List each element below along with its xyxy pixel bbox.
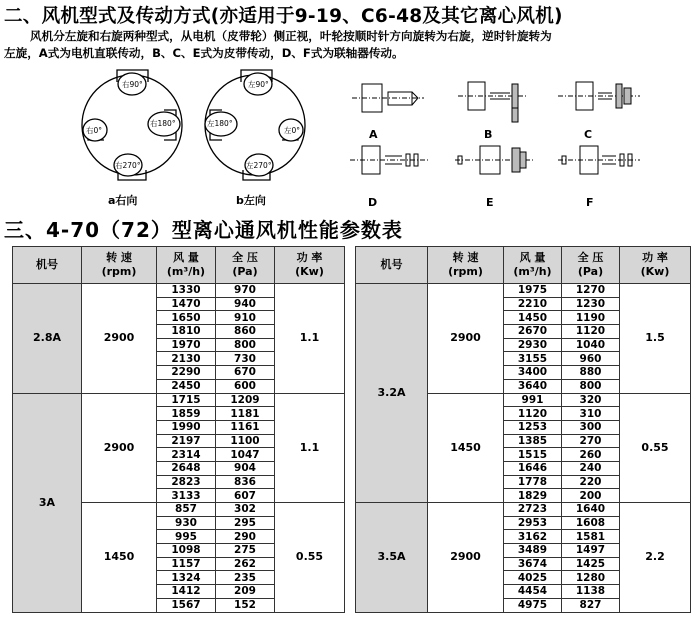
table-row [356,284,691,298]
cell-flow: 2670 [504,325,562,339]
cell-pressure: 1181 [216,407,275,421]
cell-flow: 1470 [157,297,216,311]
cell-pressure: 240 [562,461,620,475]
cell-model: 2.8A [13,284,82,394]
right-table-body [356,284,691,613]
cell-pressure: 1230 [562,297,620,311]
col-pressure: 全 压 (Pa) [562,247,620,284]
cell-speed: 2900 [82,284,157,394]
cell-flow: 995 [157,530,216,544]
cell-pressure: 860 [216,325,275,339]
col-speed: 转 速 (rpm) [82,247,157,284]
drive-label-a: A [369,128,378,141]
cell-flow: 991 [504,393,562,407]
cell-flow: 1567 [157,598,216,612]
col-pressure: 全 压 (Pa) [216,247,275,284]
cell-model: 3.5A [356,503,428,613]
cell-flow: 3400 [504,366,562,380]
cell-pressure: 310 [562,407,620,421]
cell-pressure: 670 [216,366,275,380]
cell-pressure: 320 [562,393,620,407]
cell-flow: 2314 [157,448,216,462]
cell-flow: 1715 [157,393,216,407]
cell-flow: 4975 [504,598,562,612]
drive-label-e: E [486,196,494,209]
cell-model: 3A [13,393,82,612]
cell-flow: 1098 [157,544,216,558]
cell-pressure: 302 [216,503,275,517]
cell-pressure: 904 [216,461,275,475]
cell-power: 2.2 [620,503,691,613]
cell-pressure: 960 [562,352,620,366]
drive-f-diagram [558,146,640,174]
cell-flow: 2930 [504,338,562,352]
cell-pressure: 260 [562,448,620,462]
intro-line-2: 左旋，A式为电机直联传动，B、C、E式为皮带传动，D、F式为联轴器传动。 [4,46,404,60]
cell-pressure: 1640 [562,503,620,517]
cell-pressure: 1280 [562,571,620,585]
right-rotation-caption: a右向 [108,194,138,207]
cell-pressure: 1608 [562,516,620,530]
drive-e-diagram [455,146,535,174]
cell-flow: 1120 [504,407,562,421]
drive-label-b: B [484,128,493,141]
cell-pressure: 275 [216,544,275,558]
cell-flow: 1990 [157,420,216,434]
left-90-label: 左90° [248,80,269,89]
cell-pressure: 1209 [216,393,275,407]
cell-flow: 1778 [504,475,562,489]
cell-pressure: 220 [562,475,620,489]
cell-flow: 2823 [157,475,216,489]
cell-flow: 1515 [504,448,562,462]
cell-pressure: 1161 [216,420,275,434]
cell-flow: 3674 [504,557,562,571]
cell-power: 0.55 [620,393,691,503]
drive-c-diagram [558,82,640,110]
cell-flow: 1859 [157,407,216,421]
cell-flow: 2130 [157,352,216,366]
cell-pressure: 607 [216,489,275,503]
col-speed: 转 速 (rpm) [428,247,504,284]
cell-pressure: 970 [216,284,275,298]
cell-pressure: 262 [216,557,275,571]
cell-power: 1.5 [620,284,691,394]
left-180-label: 左180° [207,119,233,128]
drive-label-f: F [586,196,594,209]
cell-pressure: 200 [562,489,620,503]
cell-flow: 1829 [504,489,562,503]
cell-flow: 1157 [157,557,216,571]
drive-a-diagram [352,84,424,112]
cell-flow: 2197 [157,434,216,448]
cell-flow: 3640 [504,379,562,393]
cell-speed: 2900 [428,284,504,394]
rotation-diagrams [0,62,345,207]
section3-title: 三、4-70（72）型离心通风机性能参数表 [4,218,403,242]
cell-pressure: 1040 [562,338,620,352]
cell-pressure: 730 [216,352,275,366]
cell-flow: 1450 [504,311,562,325]
cell-pressure: 1581 [562,530,620,544]
cell-flow: 1650 [157,311,216,325]
cell-flow: 1330 [157,284,216,298]
left-270-label: 左270° [246,161,272,170]
cell-pressure: 1497 [562,544,620,558]
right-270-label: 右270° [115,161,141,170]
intro-line-1: 风机分左旋和右旋两种型式，从电机（皮带轮）侧正视，叶轮按顺时针方向旋转为右旋，逆时针旋转为 [30,29,552,43]
cell-pressure: 800 [562,379,620,393]
cell-power: 1.1 [275,284,345,394]
cell-flow: 3489 [504,544,562,558]
cell-speed: 1450 [428,393,504,503]
cell-flow: 1810 [157,325,216,339]
intro-paragraph [4,28,694,62]
right-90-label: 右90° [122,80,143,89]
cell-flow: 3155 [504,352,562,366]
performance-table-right [355,246,691,613]
cell-pressure: 600 [216,379,275,393]
cell-model: 3.2A [356,284,428,503]
col-flow: 风 量 (m³/h) [504,247,562,284]
cell-power: 1.1 [275,393,345,503]
cell-speed: 1450 [82,503,157,613]
cell-flow: 1970 [157,338,216,352]
col-model: 机号 [356,247,428,284]
cell-flow: 3133 [157,489,216,503]
cell-flow: 2210 [504,297,562,311]
cell-pressure: 295 [216,516,275,530]
section2-title: 二、风机型式及传动方式(亦适用于9-19、C6-48及其它离心风机) [4,6,563,27]
col-flow: 风 量 (m³/h) [157,247,216,284]
col-power: 功 率 (Kw) [275,247,345,284]
performance-table-left [12,246,345,613]
left-rotation-caption: b左向 [236,194,266,207]
table-header-row [356,247,691,284]
cell-pressure: 235 [216,571,275,585]
cell-pressure: 836 [216,475,275,489]
table-row [356,503,691,517]
cell-flow: 857 [157,503,216,517]
cell-flow: 2290 [157,366,216,380]
cell-pressure: 1190 [562,311,620,325]
cell-pressure: 1047 [216,448,275,462]
cell-flow: 1385 [504,434,562,448]
cell-flow: 2648 [157,461,216,475]
cell-flow: 3162 [504,530,562,544]
left-0-label: 左0° [284,126,301,135]
table-row [13,284,345,298]
cell-pressure: 1425 [562,557,620,571]
cell-pressure: 209 [216,585,275,599]
cell-pressure: 1100 [216,434,275,448]
cell-pressure: 290 [216,530,275,544]
cell-pressure: 827 [562,598,620,612]
cell-pressure: 152 [216,598,275,612]
col-power: 功 率 (Kw) [620,247,691,284]
cell-pressure: 1120 [562,325,620,339]
cell-flow: 1975 [504,284,562,298]
cell-flow: 2450 [157,379,216,393]
cell-power: 0.55 [275,503,345,613]
cell-pressure: 880 [562,366,620,380]
drive-b-diagram [458,82,526,122]
cell-flow: 1412 [157,585,216,599]
cell-flow: 2953 [504,516,562,530]
cell-speed: 2900 [82,393,157,503]
cell-flow: 930 [157,516,216,530]
cell-flow: 2723 [504,503,562,517]
right-0-label: 右0° [86,126,103,135]
cell-pressure: 1138 [562,585,620,599]
cell-speed: 2900 [428,503,504,613]
table-row [13,393,345,407]
cell-flow: 1324 [157,571,216,585]
cell-pressure: 270 [562,434,620,448]
drive-label-d: D [368,196,378,209]
drive-d-diagram [350,146,430,174]
right-180-label: 右180° [150,119,176,128]
cell-flow: 1646 [504,461,562,475]
col-model: 机号 [13,247,82,284]
cell-pressure: 940 [216,297,275,311]
cell-pressure: 800 [216,338,275,352]
cell-flow: 4025 [504,571,562,585]
cell-pressure: 300 [562,420,620,434]
cell-flow: 4454 [504,585,562,599]
drive-diagrams [340,72,700,212]
cell-flow: 1253 [504,420,562,434]
drive-label-c: C [584,128,593,141]
table-header-row [13,247,345,284]
cell-pressure: 1270 [562,284,620,298]
cell-pressure: 910 [216,311,275,325]
left-table-body [13,284,345,613]
